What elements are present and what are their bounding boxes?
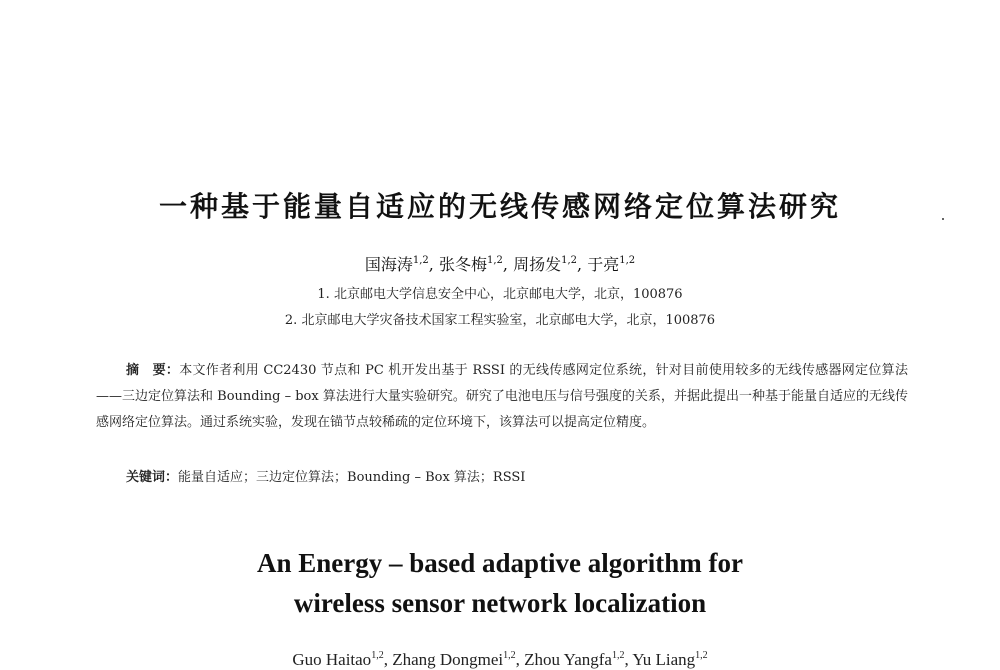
chinese-title: 一种基于能量自适应的无线传感网络定位算法研究 bbox=[158, 190, 841, 223]
author-affiliation-mark: 1,2 bbox=[619, 255, 636, 266]
author-affiliation-mark: 1,2 bbox=[412, 255, 429, 266]
english-author-list bbox=[0, 650, 1000, 670]
author-separator: , bbox=[383, 650, 393, 669]
affiliation-2: 2. 北京邮电大学灾备技术国家工程实验室，北京邮电大学，北京，100876 bbox=[284, 313, 716, 328]
keywords-label: 关键词： bbox=[126, 470, 179, 485]
author-affiliation-mark: 1,2 bbox=[695, 650, 708, 661]
author-affiliation-mark: 1,2 bbox=[561, 255, 578, 266]
author-affiliation-mark: 1,2 bbox=[503, 650, 516, 661]
author-affiliation-mark: 1,2 bbox=[487, 255, 503, 266]
author-separator: , bbox=[515, 650, 525, 669]
author-list bbox=[0, 252, 1000, 275]
author: 国海涛 bbox=[364, 255, 413, 274]
keywords-text: 能量自适应；三边定位算法；Bounding – Box 算法；RSSI bbox=[178, 470, 526, 485]
author-affiliation-mark: 1,2 bbox=[611, 650, 625, 661]
english-author: Guo Haitao bbox=[292, 650, 372, 669]
english-title-line-2: wireless sensor network localization bbox=[293, 588, 707, 618]
english-title-line-1: An Energy – based adaptive algorithm for bbox=[257, 548, 743, 578]
abstract-text: 本文作者利用 CC2430 节点和 PC 机开发出基于 RSSI 的无线传感网定位系统，针对目前使用较多的无线传感器网定位算法——三边定位算法和 Bounding – box 算法进行大量实验研究。研究了电池电压与信号强度的关系，并据此提出一种基于能量自适应的无线传感网络定位算法。通过系统实验，发现在锚节点较稀疏的定位环境下，该算法可以提高定位精度。 bbox=[96, 363, 908, 430]
keywords bbox=[126, 466, 906, 485]
english-author: Yu Liang bbox=[632, 650, 696, 669]
author: 张冬梅 bbox=[438, 255, 487, 274]
author: 周扬发 bbox=[513, 255, 562, 274]
author-separator: , bbox=[577, 255, 583, 274]
english-author: Zhang Dongmei bbox=[392, 650, 504, 669]
author-separator: , bbox=[624, 650, 633, 669]
abstract bbox=[96, 358, 908, 436]
scan-speck bbox=[942, 218, 944, 220]
author-separator: , bbox=[428, 255, 434, 274]
author-affiliation-mark: 1,2 bbox=[371, 650, 384, 661]
author-separator: , bbox=[502, 255, 508, 274]
affiliation-1: 1. 北京邮电大学信息安全中心，北京邮电大学，北京，100876 bbox=[317, 287, 683, 302]
english-title bbox=[0, 543, 1000, 623]
english-author: Zhou Yangfa bbox=[524, 650, 612, 669]
author: 于亮 bbox=[587, 255, 620, 274]
abstract-label: 摘 要： bbox=[126, 363, 180, 378]
